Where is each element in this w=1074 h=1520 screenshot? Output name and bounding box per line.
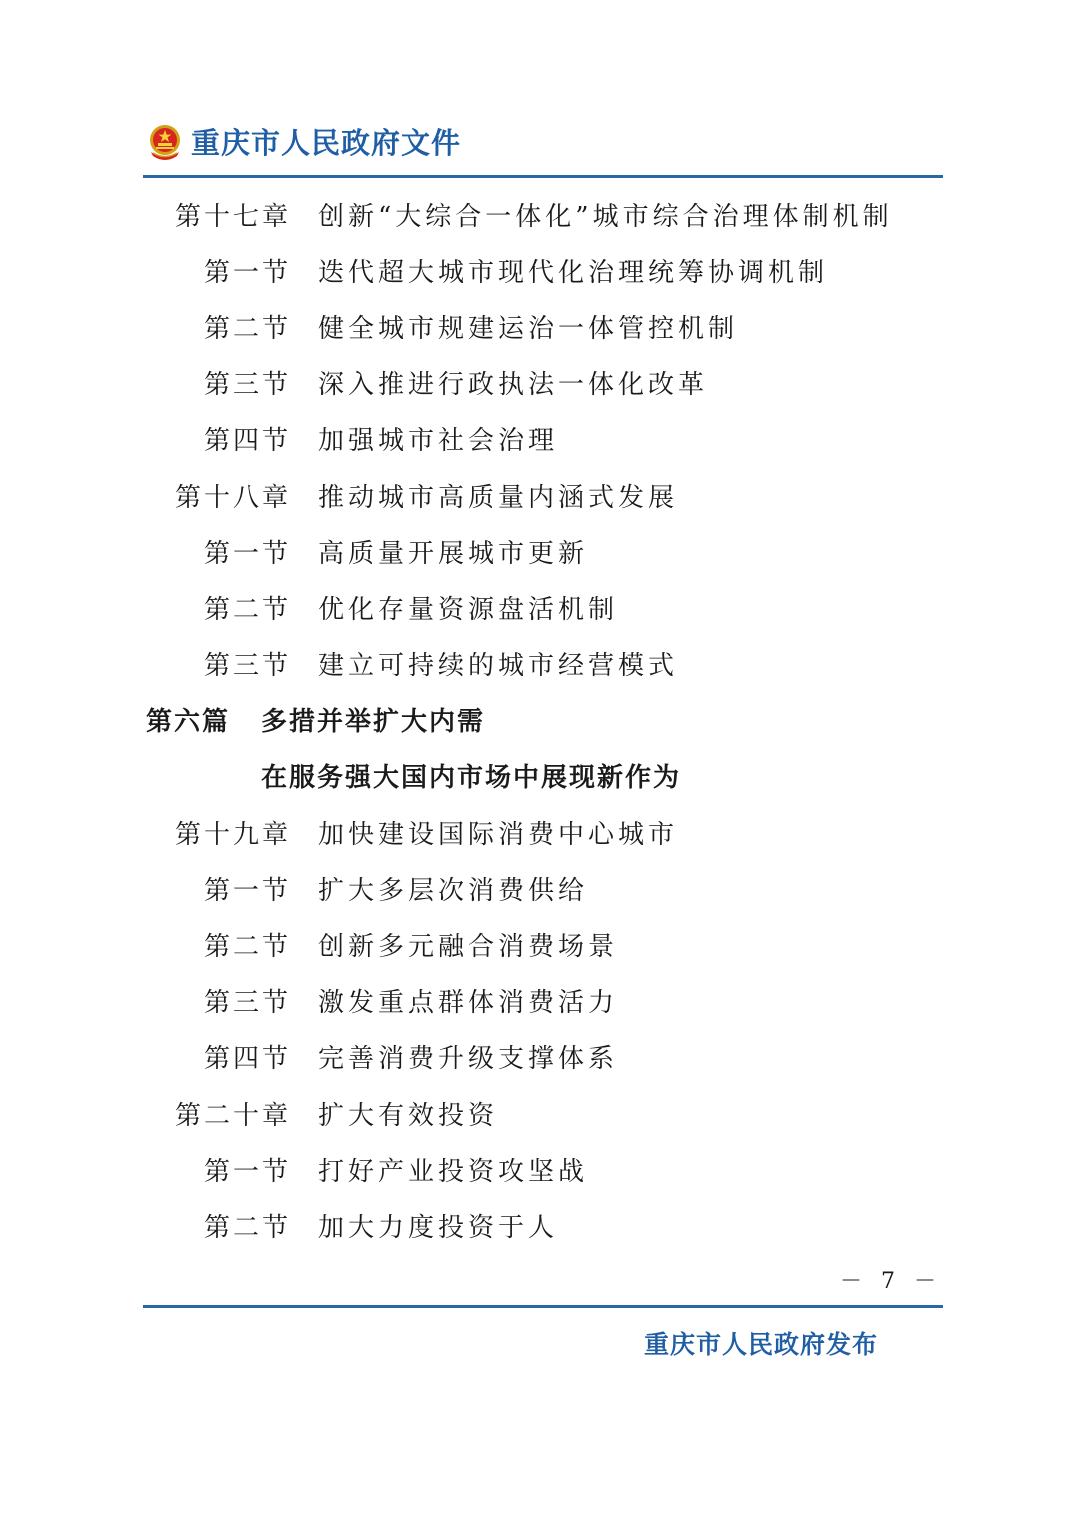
toc-section-title: 扩大多层次消费供给 (318, 875, 589, 906)
toc-chapter-title: 推动城市高质量内涵式发展 (318, 482, 679, 513)
toc-section-title: 激发重点群体消费活力 (318, 988, 619, 1019)
toc-part-label: 第六篇 (146, 707, 231, 738)
toc-section-row (0, 1197, 1074, 1253)
toc-part-title: 多措并举扩大内需 (261, 707, 486, 738)
footer-divider (143, 1305, 943, 1308)
toc-section-label: 第一节 (204, 538, 292, 569)
toc-section-label: 第一节 (204, 875, 292, 906)
toc-section-label: 第二节 (204, 594, 292, 625)
toc-chapter-row (0, 467, 1074, 523)
toc-section-title: 建立可持续的城市经营模式 (318, 651, 679, 682)
toc-chapter-title: 加快建设国际消费中心城市 (318, 819, 679, 850)
toc-section-title: 打好产业投资攻坚战 (318, 1156, 589, 1187)
document-header (145, 121, 461, 162)
toc-section-row (0, 636, 1074, 692)
toc-section-label: 第一节 (204, 257, 292, 288)
toc-section-row (0, 1029, 1074, 1085)
toc-section-label: 第三节 (204, 651, 292, 682)
toc-chapter-title: 创新“大综合一体化”城市综合治理体制机制 (318, 201, 893, 232)
header-title: 重庆市人民政府文件 (191, 126, 462, 160)
toc-section-label: 第二节 (204, 1212, 292, 1243)
toc-section-label: 第四节 (204, 1044, 292, 1075)
toc-cont-title: 在服务强大国内市场中展现新作为 (261, 763, 682, 794)
toc-section-row (0, 1141, 1074, 1197)
toc-chapter-label: 第十八章 (175, 482, 292, 513)
toc-section-title: 深入推进行政执法一体化改革 (318, 370, 709, 401)
toc-section-label: 第一节 (204, 1156, 292, 1187)
toc-cont-row (0, 748, 1074, 804)
toc-section-title: 健全城市规建运治一体管控机制 (318, 313, 739, 344)
footer-publisher: 重庆市人民政府发布 (643, 1330, 878, 1359)
toc-section-title: 高质量开展城市更新 (318, 538, 589, 569)
toc-chapter-row (0, 804, 1074, 860)
toc-chapter-label: 第二十章 (175, 1100, 292, 1131)
toc-chapter-label: 第十九章 (175, 819, 292, 850)
toc-section-title: 迭代超大城市现代化治理统筹协调机制 (318, 257, 829, 288)
toc-chapter-label: 第十七章 (175, 201, 292, 232)
toc-section-row (0, 916, 1074, 972)
page-number: － 7 － (840, 1269, 942, 1294)
toc-section-title: 加大力度投资于人 (318, 1212, 559, 1243)
toc-section-row (0, 355, 1074, 411)
toc-chapter-row (0, 1085, 1074, 1141)
table-of-contents (0, 186, 1074, 1254)
toc-section-label: 第二节 (204, 932, 292, 963)
toc-section-row (0, 523, 1074, 579)
toc-section-label: 第三节 (204, 988, 292, 1019)
toc-part-row (0, 692, 1074, 748)
toc-section-title: 创新多元融合消费场景 (318, 932, 619, 963)
toc-section-row (0, 579, 1074, 635)
toc-section-title: 加强城市社会治理 (318, 426, 559, 457)
toc-section-title: 优化存量资源盘活机制 (318, 594, 619, 625)
toc-section-title: 完善消费升级支撑体系 (318, 1044, 619, 1075)
national-emblem-icon (145, 122, 185, 162)
header-divider (143, 175, 943, 178)
toc-section-row (0, 298, 1074, 354)
toc-section-row (0, 411, 1074, 467)
toc-chapter-row (0, 186, 1074, 242)
toc-section-row (0, 973, 1074, 1029)
toc-section-row (0, 242, 1074, 298)
toc-section-row (0, 860, 1074, 916)
toc-section-label: 第四节 (204, 426, 292, 457)
toc-section-label: 第三节 (204, 370, 292, 401)
toc-section-label: 第二节 (204, 313, 292, 344)
toc-chapter-title: 扩大有效投资 (318, 1100, 499, 1131)
